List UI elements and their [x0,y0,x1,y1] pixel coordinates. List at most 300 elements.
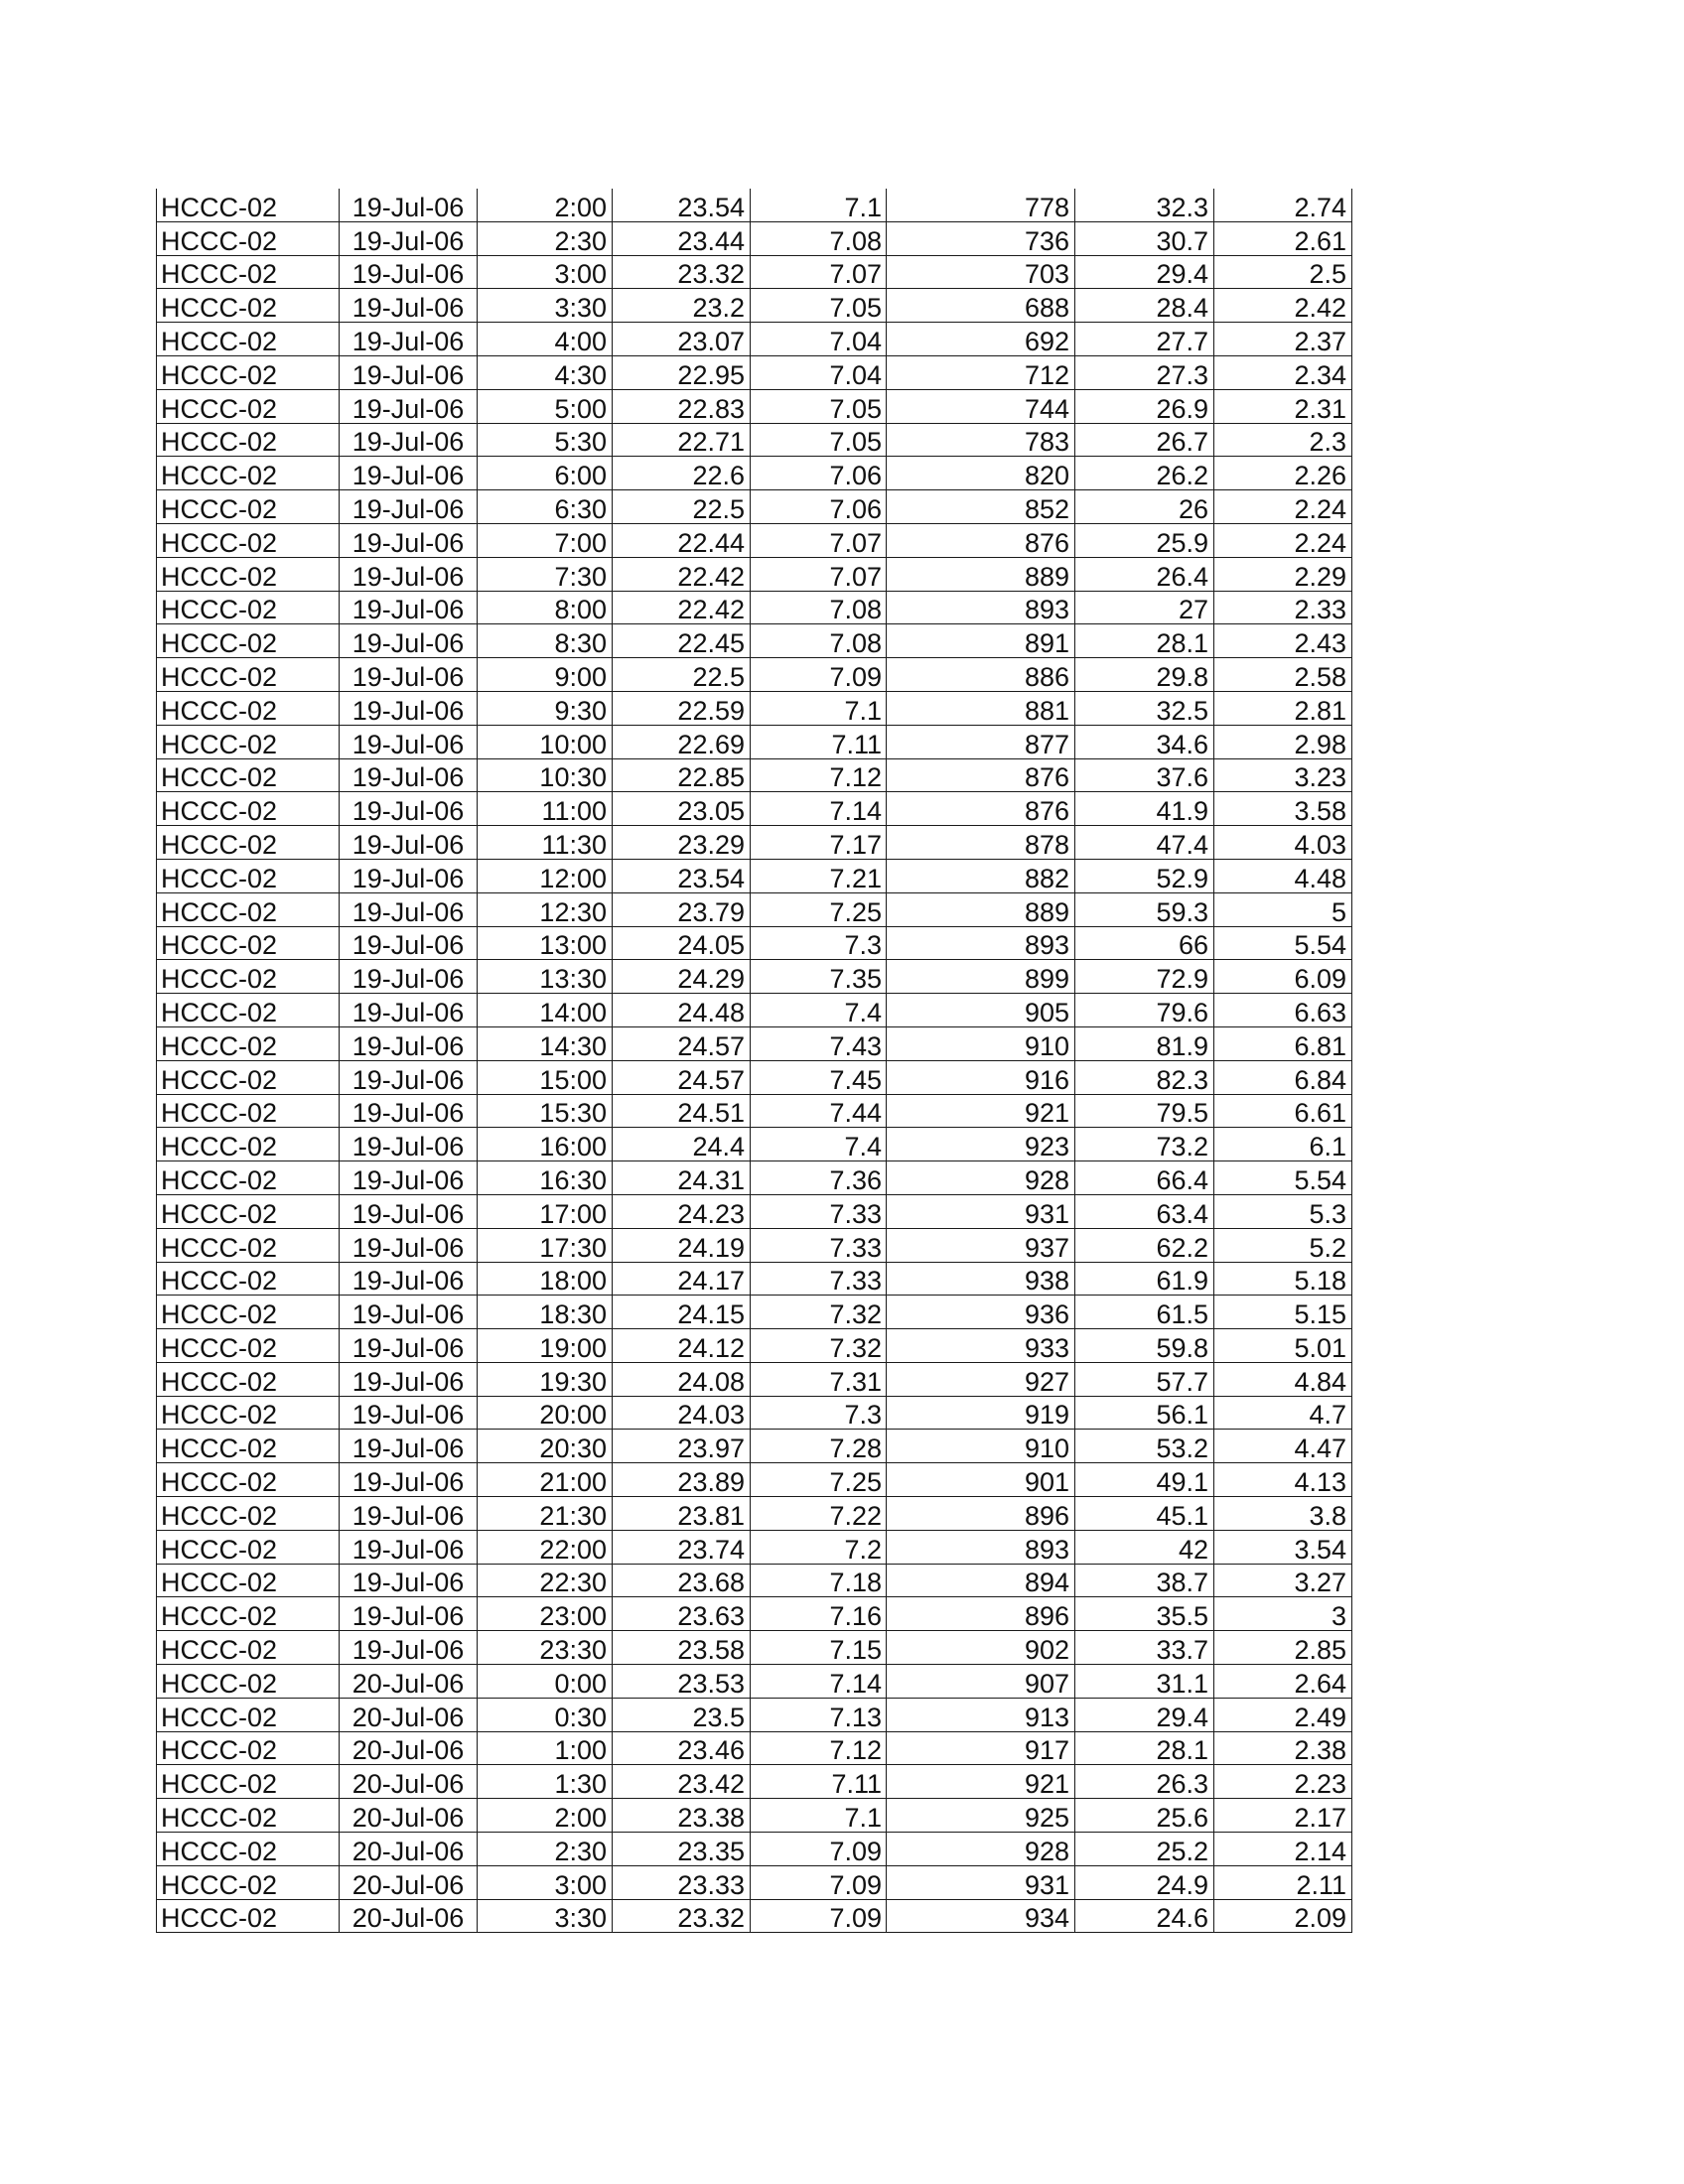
value-3-cell: 910 [887,1026,1075,1060]
site-id-cell: HCCC-02 [157,1094,340,1128]
site-id-cell: HCCC-02 [157,926,340,960]
value-5-cell: 4.13 [1214,1463,1352,1497]
date-cell: 19-Jul-06 [340,1262,478,1296]
date-cell: 19-Jul-06 [340,189,478,221]
time-cell: 14:30 [478,1026,613,1060]
site-id-cell: HCCC-02 [157,892,340,926]
data-sheet [156,189,1351,1933]
site-id-cell: HCCC-02 [157,355,340,389]
table-row [157,1665,1352,1699]
value-5-cell: 2.31 [1214,389,1352,423]
value-5-cell: 2.5 [1214,255,1352,289]
time-cell: 6:30 [478,490,613,524]
value-1-cell: 24.57 [613,1026,751,1060]
time-cell: 18:30 [478,1296,613,1329]
value-4-cell: 29.8 [1075,658,1214,692]
site-id-cell: HCCC-02 [157,1665,340,1699]
date-cell: 19-Jul-06 [340,255,478,289]
value-1-cell: 22.42 [613,557,751,591]
time-cell: 19:00 [478,1329,613,1363]
value-1-cell: 24.29 [613,960,751,994]
value-2-cell: 7.06 [751,457,887,490]
table-row [157,1060,1352,1094]
time-cell: 23:30 [478,1631,613,1665]
value-1-cell: 22.6 [613,457,751,490]
value-5-cell: 2.49 [1214,1698,1352,1731]
date-cell: 19-Jul-06 [340,457,478,490]
table-row [157,1262,1352,1296]
value-5-cell: 2.24 [1214,523,1352,557]
site-id-cell: HCCC-02 [157,792,340,826]
value-5-cell: 2.43 [1214,624,1352,658]
table-row [157,1865,1352,1899]
value-2-cell: 7.25 [751,1463,887,1497]
date-cell: 19-Jul-06 [340,1362,478,1396]
table-row [157,624,1352,658]
value-3-cell: 905 [887,994,1075,1027]
table-row [157,658,1352,692]
value-5-cell: 2.26 [1214,457,1352,490]
time-cell: 10:30 [478,758,613,792]
site-id-cell: HCCC-02 [157,859,340,892]
value-5-cell: 6.63 [1214,994,1352,1027]
value-3-cell: 889 [887,892,1075,926]
value-4-cell: 28.4 [1075,289,1214,323]
site-id-cell: HCCC-02 [157,323,340,356]
date-cell: 19-Jul-06 [340,960,478,994]
value-5-cell: 2.11 [1214,1865,1352,1899]
date-cell: 19-Jul-06 [340,725,478,758]
value-5-cell: 2.42 [1214,289,1352,323]
table-row [157,557,1352,591]
value-1-cell: 23.07 [613,323,751,356]
site-id-cell: HCCC-02 [157,1463,340,1497]
value-5-cell: 2.61 [1214,221,1352,255]
site-id-cell: HCCC-02 [157,189,340,221]
value-1-cell: 23.32 [613,1899,751,1933]
value-2-cell: 7.1 [751,189,887,221]
time-cell: 21:00 [478,1463,613,1497]
time-cell: 1:30 [478,1765,613,1799]
site-id-cell: HCCC-02 [157,1262,340,1296]
value-5-cell: 3 [1214,1597,1352,1631]
value-4-cell: 33.7 [1075,1631,1214,1665]
value-3-cell: 916 [887,1060,1075,1094]
date-cell: 19-Jul-06 [340,1161,478,1195]
value-2-cell: 7.3 [751,926,887,960]
date-cell: 20-Jul-06 [340,1765,478,1799]
value-3-cell: 736 [887,221,1075,255]
value-3-cell: 703 [887,255,1075,289]
site-id-cell: HCCC-02 [157,1530,340,1564]
value-5-cell: 3.27 [1214,1564,1352,1597]
site-id-cell: HCCC-02 [157,255,340,289]
value-2-cell: 7.15 [751,1631,887,1665]
value-5-cell: 4.47 [1214,1430,1352,1463]
date-cell: 19-Jul-06 [340,624,478,658]
site-id-cell: HCCC-02 [157,758,340,792]
value-1-cell: 23.29 [613,826,751,860]
value-1-cell: 24.05 [613,926,751,960]
value-3-cell: 778 [887,189,1075,221]
time-cell: 3:00 [478,255,613,289]
value-3-cell: 877 [887,725,1075,758]
date-cell: 20-Jul-06 [340,1833,478,1866]
table-row [157,758,1352,792]
value-4-cell: 52.9 [1075,859,1214,892]
value-4-cell: 26.9 [1075,389,1214,423]
time-cell: 12:00 [478,859,613,892]
site-id-cell: HCCC-02 [157,658,340,692]
time-cell: 14:00 [478,994,613,1027]
table-row [157,1698,1352,1731]
value-4-cell: 30.7 [1075,221,1214,255]
site-id-cell: HCCC-02 [157,423,340,457]
value-3-cell: 938 [887,1262,1075,1296]
value-2-cell: 7.35 [751,960,887,994]
value-5-cell: 5.54 [1214,1161,1352,1195]
value-5-cell: 2.3 [1214,423,1352,457]
value-4-cell: 62.2 [1075,1228,1214,1262]
value-5-cell: 6.09 [1214,960,1352,994]
site-id-cell: HCCC-02 [157,1631,340,1665]
site-id-cell: HCCC-02 [157,389,340,423]
value-5-cell: 3.8 [1214,1497,1352,1531]
value-2-cell: 7.17 [751,826,887,860]
value-4-cell: 66.4 [1075,1161,1214,1195]
value-2-cell: 7.3 [751,1396,887,1430]
date-cell: 19-Jul-06 [340,1463,478,1497]
date-cell: 19-Jul-06 [340,490,478,524]
value-1-cell: 23.2 [613,289,751,323]
value-2-cell: 7.09 [751,658,887,692]
table-row [157,1765,1352,1799]
date-cell: 19-Jul-06 [340,557,478,591]
value-5-cell: 2.58 [1214,658,1352,692]
value-1-cell: 22.71 [613,423,751,457]
site-id-cell: HCCC-02 [157,1228,340,1262]
value-4-cell: 56.1 [1075,1396,1214,1430]
value-2-cell: 7.07 [751,523,887,557]
value-4-cell: 79.6 [1075,994,1214,1027]
value-5-cell: 2.24 [1214,490,1352,524]
value-4-cell: 38.7 [1075,1564,1214,1597]
value-4-cell: 28.1 [1075,624,1214,658]
site-id-cell: HCCC-02 [157,994,340,1027]
time-cell: 20:00 [478,1396,613,1430]
value-5-cell: 2.34 [1214,355,1352,389]
table-row [157,1194,1352,1228]
value-2-cell: 7.11 [751,1765,887,1799]
table-row [157,994,1352,1027]
value-3-cell: 896 [887,1597,1075,1631]
date-cell: 20-Jul-06 [340,1799,478,1833]
time-cell: 9:00 [478,658,613,692]
time-cell: 20:30 [478,1430,613,1463]
value-5-cell: 6.81 [1214,1026,1352,1060]
table-row [157,1833,1352,1866]
site-id-cell: HCCC-02 [157,557,340,591]
value-3-cell: 893 [887,591,1075,624]
date-cell: 19-Jul-06 [340,523,478,557]
date-cell: 19-Jul-06 [340,591,478,624]
value-2-cell: 7.1 [751,1799,887,1833]
time-cell: 16:30 [478,1161,613,1195]
table-row [157,1128,1352,1161]
site-id-cell: HCCC-02 [157,1765,340,1799]
value-1-cell: 22.95 [613,355,751,389]
time-cell: 13:00 [478,926,613,960]
site-id-cell: HCCC-02 [157,523,340,557]
value-4-cell: 47.4 [1075,826,1214,860]
site-id-cell: HCCC-02 [157,1128,340,1161]
date-cell: 19-Jul-06 [340,1564,478,1597]
value-4-cell: 27 [1075,591,1214,624]
value-1-cell: 24.31 [613,1161,751,1195]
value-3-cell: 917 [887,1731,1075,1765]
value-2-cell: 7.04 [751,355,887,389]
table-row [157,1228,1352,1262]
value-1-cell: 24.19 [613,1228,751,1262]
table-row [157,523,1352,557]
time-cell: 4:00 [478,323,613,356]
table-row [157,792,1352,826]
date-cell: 19-Jul-06 [340,1396,478,1430]
value-2-cell: 7.44 [751,1094,887,1128]
site-id-cell: HCCC-02 [157,1698,340,1731]
date-cell: 19-Jul-06 [340,1530,478,1564]
value-3-cell: 783 [887,423,1075,457]
time-cell: 11:00 [478,792,613,826]
site-id-cell: HCCC-02 [157,624,340,658]
value-3-cell: 889 [887,557,1075,591]
value-4-cell: 31.1 [1075,1665,1214,1699]
value-5-cell: 4.48 [1214,859,1352,892]
value-4-cell: 27.3 [1075,355,1214,389]
date-cell: 20-Jul-06 [340,1698,478,1731]
site-id-cell: HCCC-02 [157,826,340,860]
value-1-cell: 24.23 [613,1194,751,1228]
value-5-cell: 6.61 [1214,1094,1352,1128]
table-row [157,1161,1352,1195]
value-3-cell: 931 [887,1194,1075,1228]
value-1-cell: 23.05 [613,792,751,826]
value-4-cell: 66 [1075,926,1214,960]
value-2-cell: 7.14 [751,1665,887,1699]
value-5-cell: 2.29 [1214,557,1352,591]
table-row [157,1026,1352,1060]
value-4-cell: 81.9 [1075,1026,1214,1060]
site-id-cell: HCCC-02 [157,1362,340,1396]
value-4-cell: 63.4 [1075,1194,1214,1228]
date-cell: 19-Jul-06 [340,289,478,323]
value-5-cell: 2.37 [1214,323,1352,356]
table-row [157,389,1352,423]
value-5-cell: 5.18 [1214,1262,1352,1296]
value-3-cell: 919 [887,1396,1075,1430]
time-cell: 18:00 [478,1262,613,1296]
value-5-cell: 3.58 [1214,792,1352,826]
value-4-cell: 73.2 [1075,1128,1214,1161]
value-3-cell: 910 [887,1430,1075,1463]
table-row [157,591,1352,624]
site-id-cell: HCCC-02 [157,1026,340,1060]
value-4-cell: 82.3 [1075,1060,1214,1094]
value-5-cell: 3.23 [1214,758,1352,792]
value-1-cell: 23.38 [613,1799,751,1833]
date-cell: 19-Jul-06 [340,691,478,725]
value-3-cell: 881 [887,691,1075,725]
value-4-cell: 34.6 [1075,725,1214,758]
site-id-cell: HCCC-02 [157,1799,340,1833]
table-row [157,1362,1352,1396]
time-cell: 15:30 [478,1094,613,1128]
value-5-cell: 6.84 [1214,1060,1352,1094]
value-5-cell: 2.23 [1214,1765,1352,1799]
date-cell: 19-Jul-06 [340,892,478,926]
site-id-cell: HCCC-02 [157,1865,340,1899]
value-1-cell: 22.83 [613,389,751,423]
site-id-cell: HCCC-02 [157,1564,340,1597]
table-row [157,1296,1352,1329]
value-1-cell: 23.58 [613,1631,751,1665]
value-2-cell: 7.32 [751,1296,887,1329]
value-1-cell: 23.79 [613,892,751,926]
date-cell: 19-Jul-06 [340,1329,478,1363]
value-5-cell: 2.81 [1214,691,1352,725]
value-1-cell: 24.08 [613,1362,751,1396]
value-4-cell: 59.3 [1075,892,1214,926]
date-cell: 19-Jul-06 [340,792,478,826]
value-1-cell: 24.17 [613,1262,751,1296]
date-cell: 19-Jul-06 [340,1597,478,1631]
value-3-cell: 894 [887,1564,1075,1597]
value-1-cell: 23.81 [613,1497,751,1531]
value-2-cell: 7.06 [751,490,887,524]
time-cell: 17:30 [478,1228,613,1262]
time-cell: 0:30 [478,1698,613,1731]
value-4-cell: 45.1 [1075,1497,1214,1531]
time-cell: 4:30 [478,355,613,389]
time-cell: 19:30 [478,1362,613,1396]
site-id-cell: HCCC-02 [157,591,340,624]
value-3-cell: 921 [887,1094,1075,1128]
site-id-cell: HCCC-02 [157,457,340,490]
value-2-cell: 7.4 [751,1128,887,1161]
value-5-cell: 4.7 [1214,1396,1352,1430]
table-row [157,1329,1352,1363]
value-2-cell: 7.12 [751,758,887,792]
site-id-cell: HCCC-02 [157,1731,340,1765]
time-cell: 2:30 [478,1833,613,1866]
value-2-cell: 7.28 [751,1430,887,1463]
value-3-cell: 712 [887,355,1075,389]
value-3-cell: 896 [887,1497,1075,1531]
date-cell: 20-Jul-06 [340,1865,478,1899]
time-cell: 16:00 [478,1128,613,1161]
site-id-cell: HCCC-02 [157,1833,340,1866]
value-2-cell: 7.12 [751,1731,887,1765]
date-cell: 19-Jul-06 [340,323,478,356]
value-5-cell: 5.2 [1214,1228,1352,1262]
value-2-cell: 7.13 [751,1698,887,1731]
site-id-cell: HCCC-02 [157,1899,340,1933]
date-cell: 19-Jul-06 [340,758,478,792]
value-4-cell: 49.1 [1075,1463,1214,1497]
value-2-cell: 7.07 [751,255,887,289]
value-5-cell: 5.54 [1214,926,1352,960]
time-cell: 1:00 [478,1731,613,1765]
site-id-cell: HCCC-02 [157,1396,340,1430]
value-4-cell: 26.7 [1075,423,1214,457]
value-1-cell: 23.46 [613,1731,751,1765]
value-2-cell: 7.33 [751,1228,887,1262]
time-cell: 9:30 [478,691,613,725]
date-cell: 20-Jul-06 [340,1665,478,1699]
site-id-cell: HCCC-02 [157,1329,340,1363]
value-4-cell: 79.5 [1075,1094,1214,1128]
value-2-cell: 7.07 [751,557,887,591]
value-1-cell: 24.12 [613,1329,751,1363]
value-1-cell: 23.5 [613,1698,751,1731]
value-3-cell: 933 [887,1329,1075,1363]
value-1-cell: 23.35 [613,1833,751,1866]
time-cell: 3:00 [478,1865,613,1899]
value-1-cell: 23.42 [613,1765,751,1799]
value-2-cell: 7.08 [751,221,887,255]
date-cell: 19-Jul-06 [340,355,478,389]
table-row [157,1530,1352,1564]
date-cell: 19-Jul-06 [340,1026,478,1060]
time-cell: 21:30 [478,1497,613,1531]
date-cell: 19-Jul-06 [340,221,478,255]
time-cell: 22:00 [478,1530,613,1564]
value-3-cell: 878 [887,826,1075,860]
value-5-cell: 2.38 [1214,1731,1352,1765]
date-cell: 20-Jul-06 [340,1899,478,1933]
date-cell: 19-Jul-06 [340,1430,478,1463]
value-2-cell: 7.2 [751,1530,887,1564]
date-cell: 19-Jul-06 [340,1296,478,1329]
value-3-cell: 688 [887,289,1075,323]
time-cell: 11:30 [478,826,613,860]
value-4-cell: 26 [1075,490,1214,524]
value-5-cell: 2.14 [1214,1833,1352,1866]
value-3-cell: 891 [887,624,1075,658]
site-id-cell: HCCC-02 [157,490,340,524]
value-3-cell: 925 [887,1799,1075,1833]
table-row [157,926,1352,960]
site-id-cell: HCCC-02 [157,1597,340,1631]
value-1-cell: 22.42 [613,591,751,624]
value-5-cell: 2.98 [1214,725,1352,758]
value-4-cell: 24.9 [1075,1865,1214,1899]
table-row [157,1094,1352,1128]
site-id-cell: HCCC-02 [157,1430,340,1463]
value-3-cell: 852 [887,490,1075,524]
value-1-cell: 23.97 [613,1430,751,1463]
time-cell: 2:00 [478,1799,613,1833]
value-4-cell: 32.5 [1075,691,1214,725]
value-1-cell: 24.57 [613,1060,751,1094]
value-4-cell: 28.1 [1075,1731,1214,1765]
table-row [157,691,1352,725]
value-5-cell: 5.01 [1214,1329,1352,1363]
date-cell: 19-Jul-06 [340,389,478,423]
table-row [157,423,1352,457]
value-4-cell: 32.3 [1075,189,1214,221]
value-3-cell: 901 [887,1463,1075,1497]
